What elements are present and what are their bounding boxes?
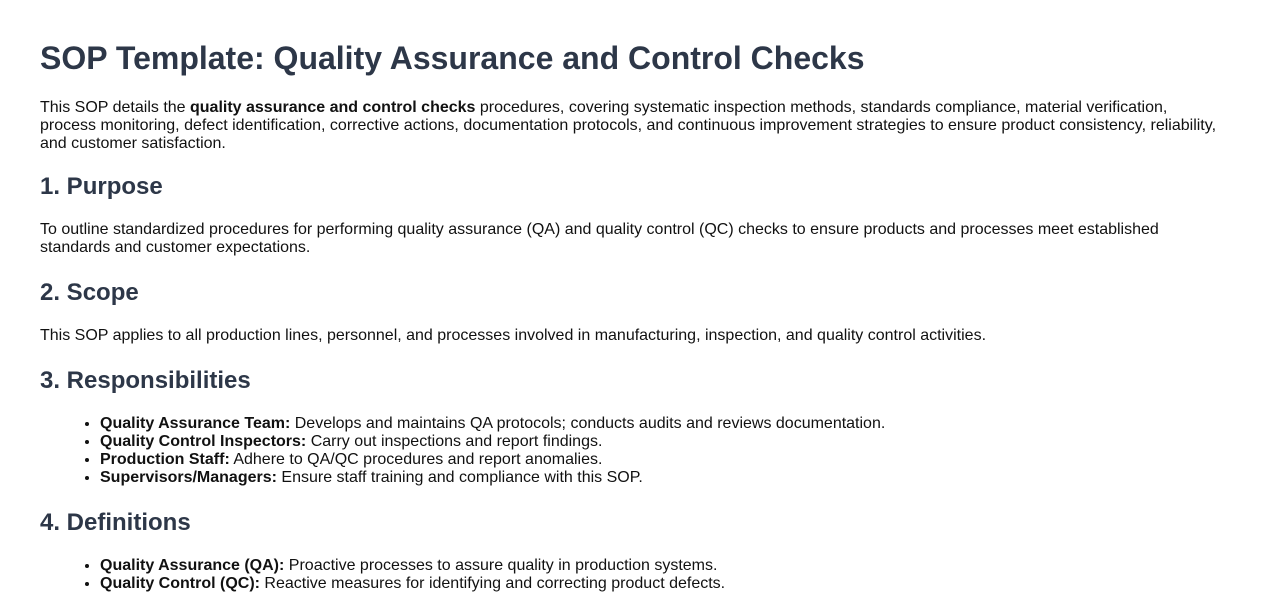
list-item-desc: Proactive processes to assure quality in production systems. bbox=[284, 557, 718, 574]
section-heading-definitions: 4. Definitions bbox=[40, 509, 191, 536]
page-title: SOP Template: Quality Assurance and Control Checks bbox=[40, 40, 865, 76]
list-item-desc: Adhere to QA/QC procedures and report anomalies. bbox=[229, 451, 603, 468]
purpose-paragraph: To outline standardized procedures for performing quality assurance (QA) and quality control (QC) checks to ensure products and processes meet established standards and customer expectations. bbox=[40, 221, 1159, 256]
section-heading-scope: 2. Scope bbox=[40, 279, 139, 306]
list-item-term: Quality Assurance Team: bbox=[100, 415, 291, 432]
list-item-desc: Carry out inspections and report findings. bbox=[306, 433, 603, 450]
list-item-desc: Reactive measures for identifying and correcting product defects. bbox=[259, 575, 726, 592]
list-item-desc: Develops and maintains QA protocols; conducts audits and reviews documentation. bbox=[290, 415, 886, 432]
list-item-term: Quality Control (QC): bbox=[100, 575, 260, 592]
section-heading-responsibilities: 3. Responsibilities bbox=[40, 367, 251, 394]
scope-paragraph: This SOP applies to all production lines, personnel, and processes involved in manufacturing, inspection, and quality control activities. bbox=[40, 327, 987, 344]
list-item-term: Quality Control Inspectors: bbox=[100, 433, 307, 450]
list-item-term: Supervisors/Managers: bbox=[100, 469, 277, 486]
intro-text-post: procedures, covering systematic inspection methods, standards compliance, material verification, process monitoring, defect identification, corrective actions, documentation protocols, and continuous improvement strategies to ensure product consistency, reliability, and customer satisfaction. bbox=[40, 99, 1217, 152]
list-item bbox=[100, 469, 1223, 487]
list-item bbox=[100, 415, 1223, 433]
intro-text-pre: This SOP details the bbox=[40, 99, 190, 116]
section-heading-purpose: 1. Purpose bbox=[40, 173, 163, 200]
list-item bbox=[100, 557, 1223, 575]
list-item bbox=[100, 451, 1223, 469]
intro-paragraph bbox=[40, 99, 1223, 153]
definitions-list bbox=[40, 557, 1223, 593]
list-item bbox=[100, 575, 1223, 593]
list-item-term: Production Staff: bbox=[100, 451, 230, 468]
list-item-desc: Ensure staff training and compliance with this SOP. bbox=[276, 469, 643, 486]
intro-text-bold: quality assurance and control checks bbox=[190, 99, 476, 116]
list-item bbox=[100, 433, 1223, 451]
list-item-term: Quality Assurance (QA): bbox=[100, 557, 285, 574]
responsibilities-list bbox=[40, 415, 1223, 487]
